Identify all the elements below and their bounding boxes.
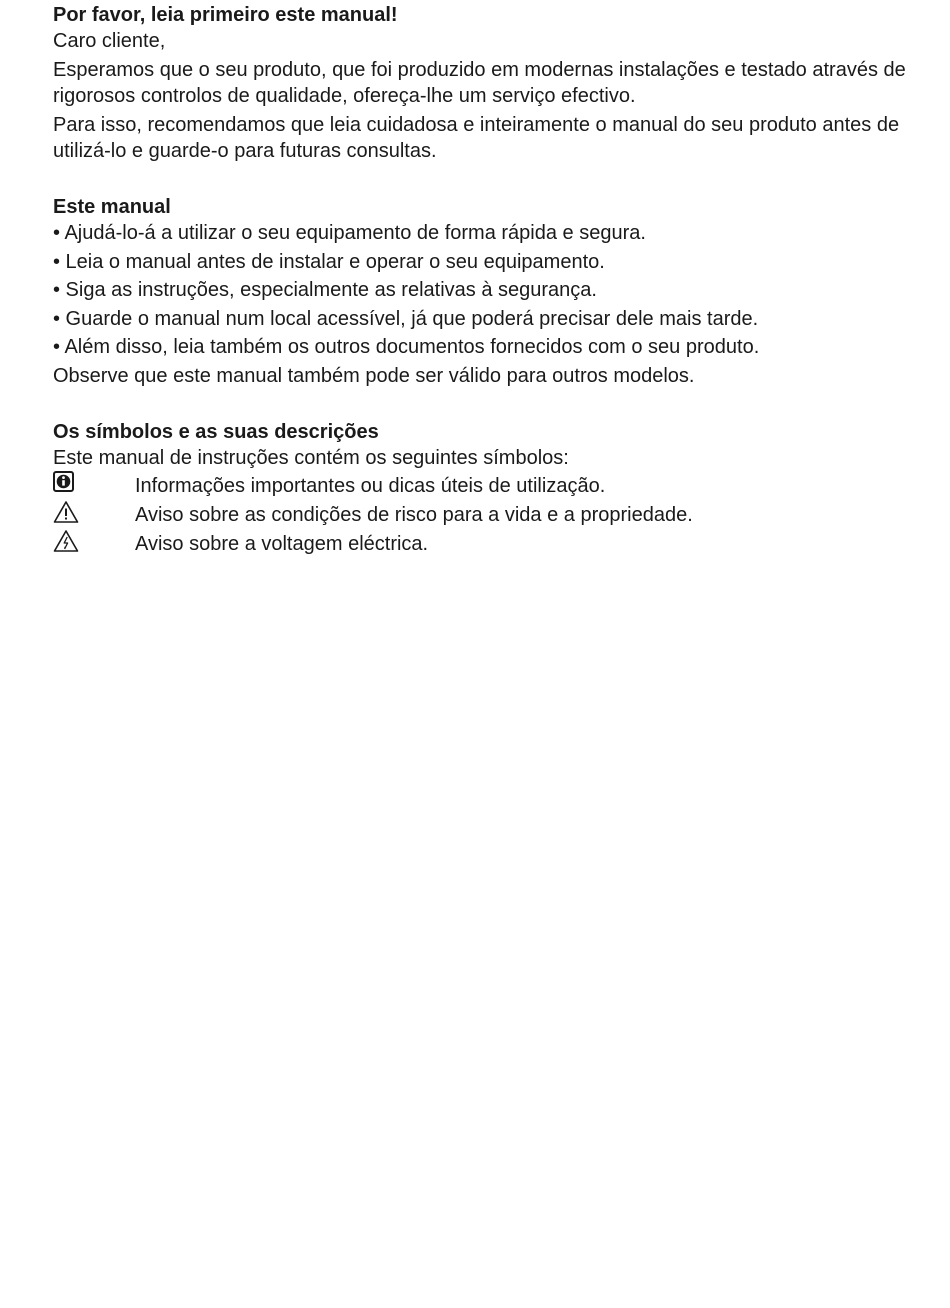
symbol-row-info [53, 471, 913, 500]
symbol-description: Aviso sobre a voltagem eléctrica. [135, 532, 429, 555]
intro-paragraph-1: Esperamos que o seu produto, que foi produzido em modernas instalações e testado através de rigorosos controlos de qualidade, ofereça-lhe um serviço efectivo. [53, 59, 906, 107]
info-icon [53, 471, 79, 495]
list-item: • Ajudá-lo-á a utilizar o seu equipamento de forma rápida e segura. [53, 222, 646, 244]
list-item: • Leia o manual antes de instalar e operar o seu equipamento. [53, 250, 605, 273]
manual-title: Este manual [53, 196, 171, 218]
manual-page [53, 2, 913, 558]
symbol-description: Informações importantes ou dicas úteis de utilização. [135, 474, 606, 497]
warning-icon [53, 500, 79, 524]
symbol-description: Aviso sobre as condições de risco para a vida e a propriedade. [135, 503, 693, 526]
symbol-row-electric [53, 529, 913, 558]
manual-note: Observe que este manual também pode ser válido para outros modelos. [53, 364, 695, 387]
intro-paragraph-2: Para isso, recomendamos que leia cuidadosa e inteiramente o manual do seu produto antes de utilizá-lo e guarde-o para futuras consultas. [53, 114, 900, 162]
symbols-intro: Este manual de instruções contém os seguintes símbolos: [53, 446, 569, 469]
manual-section [53, 194, 913, 389]
manual-bullet-list [53, 220, 913, 360]
list-item: • Siga as instruções, especialmente as relativas à segurança. [53, 279, 597, 302]
symbol-row-warning [53, 500, 913, 529]
symbols-title: Os símbolos e as suas descrições [53, 420, 379, 443]
symbols-section [53, 419, 913, 558]
list-item: • Guarde o manual num local acessível, já que poderá precisar dele mais tarde. [53, 307, 759, 330]
list-item: • Além disso, leia também os outros documentos fornecidos com o seu produto. [53, 336, 760, 359]
electric-warning-icon [53, 529, 79, 553]
greeting: Caro cliente, [53, 30, 166, 52]
intro-title: Por favor, leia primeiro este manual! [53, 4, 398, 26]
